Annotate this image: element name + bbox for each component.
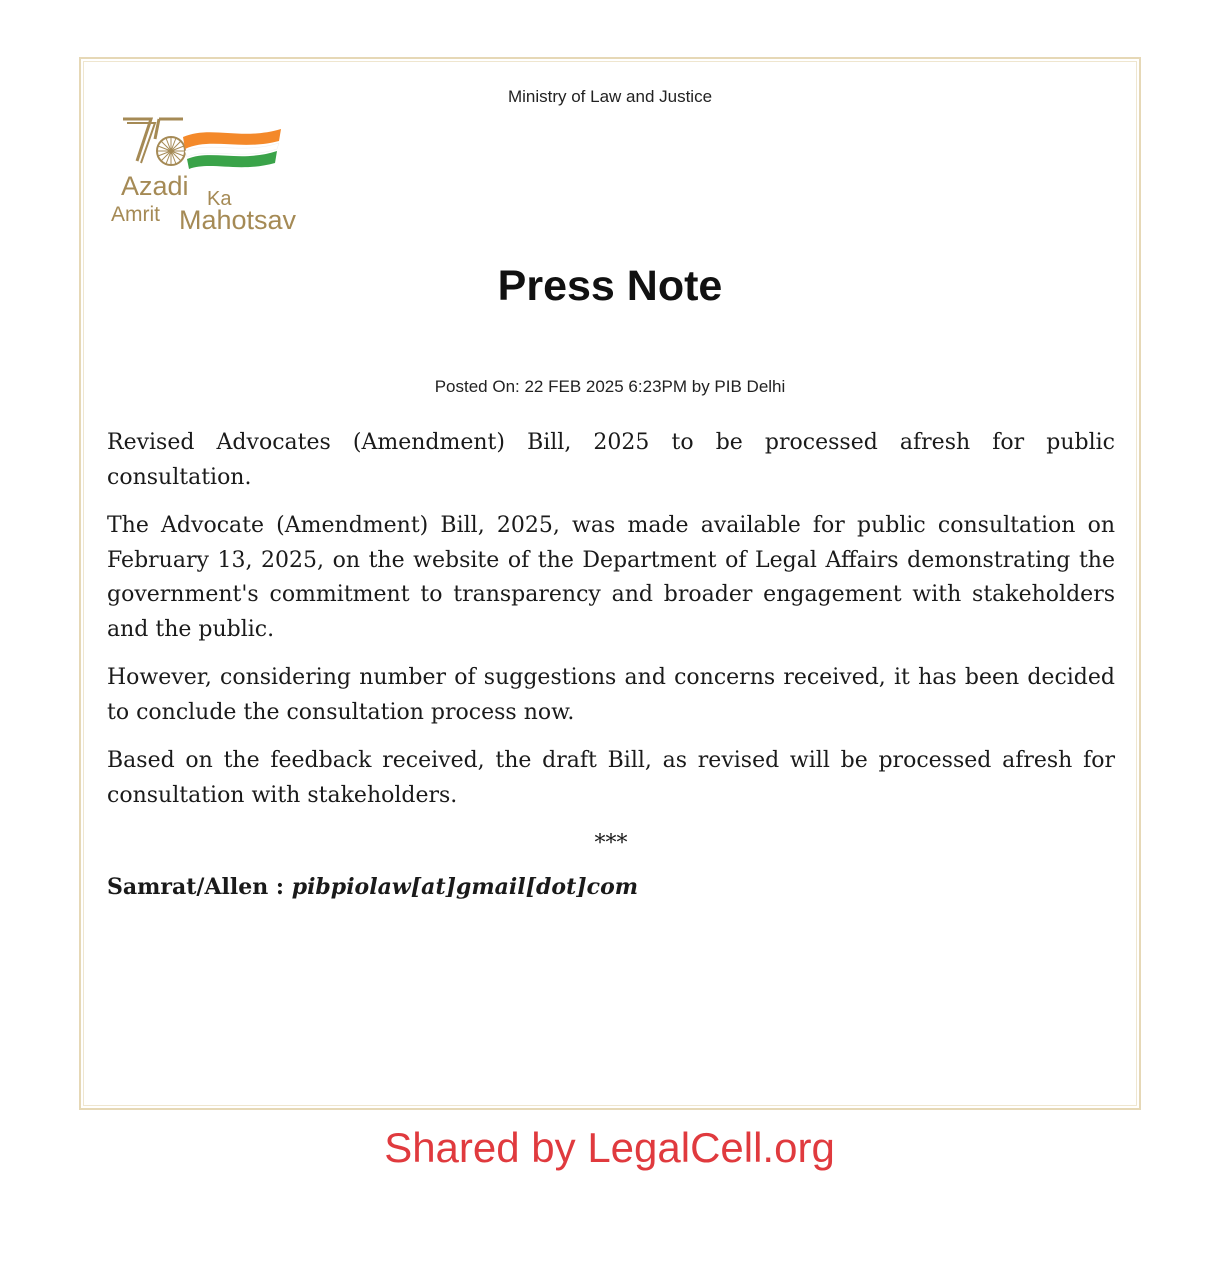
body-paragraph: The Advocate (Amendment) Bill, 2025, was made available for public consultation on February 13, 2025, on the website of the Department of Legal Affairs demonstrating the government's commitment to transparency and broader engagement with stakeholders and the public. [107, 513, 1115, 642]
body-paragraph: Based on the feedback received, the draft Bill, as revised will be processed afresh for consultation with stakeholders. [107, 748, 1115, 808]
azadi-ka-amrit-mahotsav-logo [111, 111, 331, 241]
ministry-name: Ministry of Law and Justice [507, 87, 713, 106]
headline-paragraph: Revised Advocates (Amendment) Bill, 2025 to be processed afresh for public consultation. [107, 430, 1115, 490]
svg-text:Mahotsav: Mahotsav [179, 205, 297, 235]
section-separator: *** [594, 831, 628, 856]
press-note-body [107, 426, 1115, 904]
svg-text:Ka: Ka [207, 188, 232, 210]
shared-by-watermark: Shared by LegalCell.org [384, 1124, 835, 1171]
body-paragraph: However, considering number of suggestions and concerns received, it has been decided to conclude the consultation process now. [107, 665, 1115, 725]
svg-text:Amrit: Amrit [111, 203, 160, 226]
document-frame [79, 57, 1141, 1110]
page-title: Press Note [497, 262, 723, 310]
contact-line [107, 870, 1115, 905]
contact-names: Samrat/Allen : [107, 873, 292, 900]
posted-timestamp: Posted On: 22 FEB 2025 6:23PM by PIB Delhi [434, 377, 786, 396]
contact-email: pibpiolaw[at]gmail[dot]com [291, 873, 639, 900]
svg-text:Azadi: Azadi [121, 171, 189, 201]
